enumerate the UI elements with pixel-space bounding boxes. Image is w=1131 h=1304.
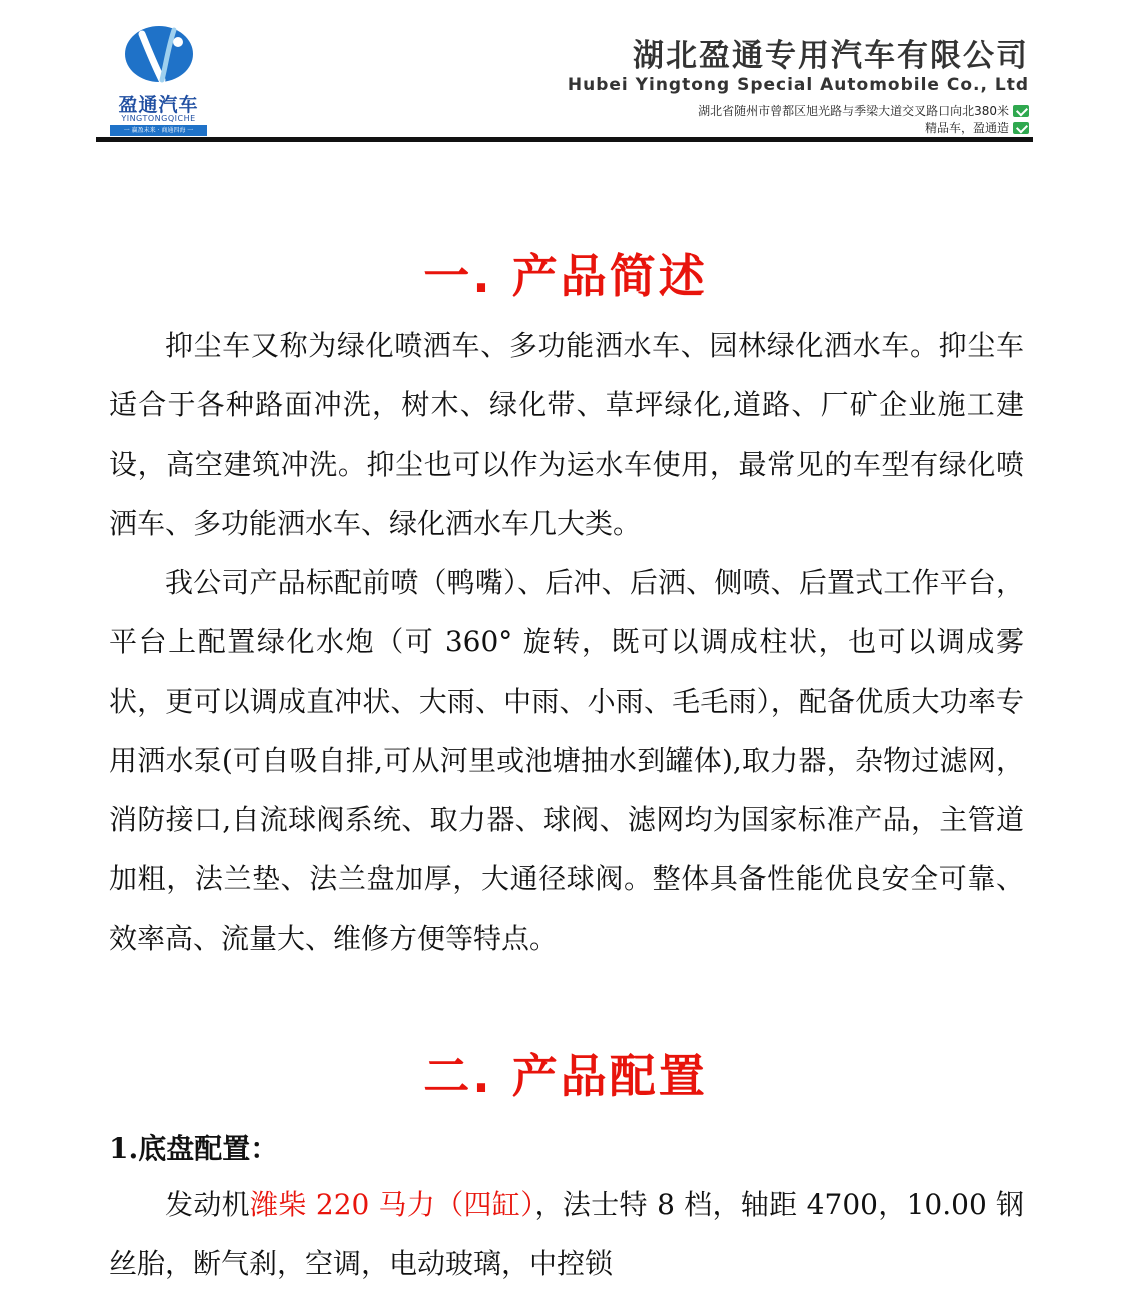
company-tagline	[925, 119, 1029, 136]
overview-paragraph-2: 我公司产品标配前喷（鸭嘴）、后冲、后洒、侧喷、后置式工作平台，平台上配置绿化水炮（可 360° 旋转，既可以调成柱状，也可以调成雾状，更可以调成直冲状、大雨、中雨、小雨、毛毛雨），配备优质大功率专用洒水泵(可自吸自排,可从河里或池塘抽水到罐体),取力器，杂物过滤网，消防接口,自流球阀系统、取力器、球阀、滤网均为国家标准产品，主管道加粗，法兰垫、法兰盘加厚，大通径球阀。整体具备性能优良安全可靠、效率高、流量大、维修方便等特点。	[109, 566, 1024, 955]
address-text: 湖北省随州市曾都区旭光路与季梁大道交叉路口向北380米	[698, 104, 1009, 118]
logo-name: 盈通汽车	[118, 94, 199, 116]
header-divider	[96, 137, 1033, 142]
company-name-en: Hubei Yingtong Special Automobile Co., Ltd	[567, 75, 1029, 95]
section-heading-configuration: 二. 产品配置	[423, 1049, 708, 1103]
logo-pinyin: YINGTONGQICHE	[121, 114, 196, 123]
company-logo	[106, 24, 211, 136]
tagline-text: 精品车，盈通造	[924, 121, 1009, 135]
overview-paragraph-1: 抑尘车又称为绿化喷洒车、多功能洒水车、园林绿化洒水车。抑尘车适合于各种路面冲洗，树木、绿化带、草坪绿化,道路、厂矿企业施工建设，高空建筑冲洗。抑尘也可以作为运水车使用，最常见的车型有绿化喷洒车、多功能洒水车、绿化洒水车几大类。	[109, 329, 1024, 540]
address-icon	[1013, 105, 1029, 117]
company-name-cn: 湖北盈通专用汽车有限公司	[633, 38, 1029, 74]
letterhead	[96, 20, 1033, 144]
logo-slogan: 一 赢盈未来 · 商通四海 一	[110, 125, 207, 136]
chassis-details: ，法士特 8 档，轴距 4700，10.00 钢丝胎，断气刹，空调，电动玻璃，中控锁	[109, 1188, 1024, 1281]
logo-emblem-icon	[122, 24, 196, 88]
engine-highlight: 潍柴 220 马力（四缸）	[250, 1188, 535, 1221]
chassis-prefix: 发动机	[165, 1188, 250, 1221]
chassis-subheading: 1.底盘配置：	[109, 1132, 279, 1165]
section-heading-overview: 一. 产品简述	[423, 249, 708, 303]
company-address	[698, 102, 1029, 119]
chassis-config-paragraph	[109, 1175, 1024, 1294]
tagline-icon	[1013, 122, 1029, 134]
